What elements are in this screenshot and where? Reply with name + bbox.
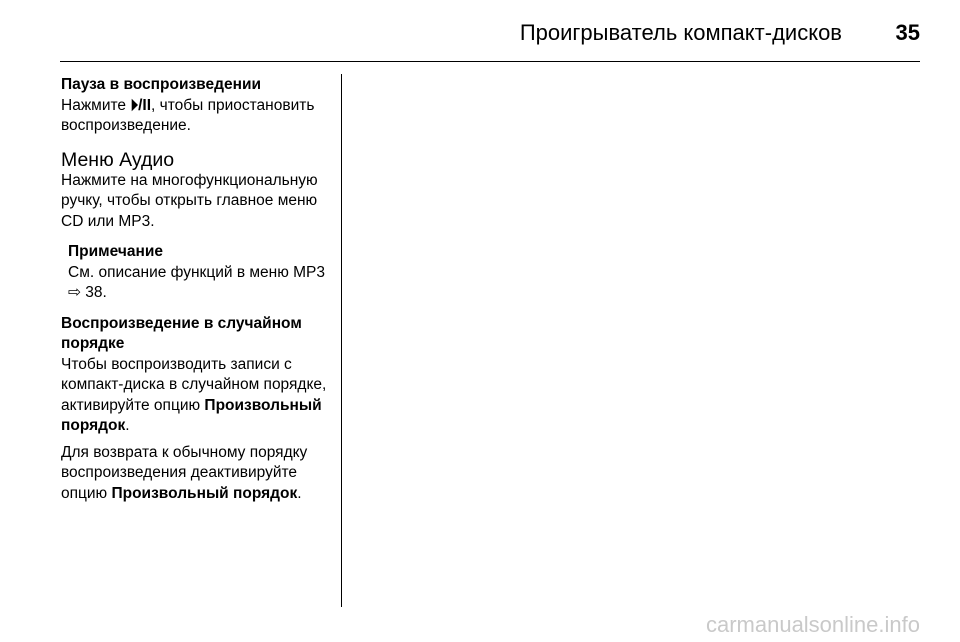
play-pause-button-icon: ⏵/II xyxy=(130,96,152,114)
shuffle-para-1-end: . xyxy=(125,417,130,434)
audio-menu-heading: Меню Аудио xyxy=(61,148,175,171)
page-header xyxy=(0,0,960,62)
header-divider xyxy=(60,61,920,62)
pause-text-before: Нажмите xyxy=(61,96,131,114)
note-text-body: См. описание функций в меню MP3 xyxy=(68,263,325,281)
shuffle-section xyxy=(61,314,333,505)
shuffle-para-2-end: . xyxy=(297,484,302,502)
shuffle-heading: Воспроизведение в случайном порядке xyxy=(61,314,302,352)
pause-heading: Пауза в воспроизведении xyxy=(61,76,262,93)
audio-menu-section xyxy=(61,149,333,233)
pause-section xyxy=(61,75,333,137)
shuffle-option-label-2: Произвольный порядок xyxy=(111,484,298,502)
shuffle-option-label-1: Произвольный порядок xyxy=(61,396,322,434)
audio-menu-text: Нажмите на многофункциональную ручку, чтобы открыть главное меню CD или MP3. xyxy=(61,171,318,230)
watermark: carmanualsonline.info xyxy=(705,612,920,637)
note-title: Примечание xyxy=(68,243,163,260)
page-ref-arrow-icon: ⇨ xyxy=(68,284,81,301)
note-page-ref: 38. xyxy=(81,284,107,301)
page-title: Проигрыватель компакт-дисков xyxy=(519,20,842,45)
shuffle-para-1-text: Чтобы воспроизводить записи с компакт-диска в случайном порядке, активируйте опцию xyxy=(61,355,327,414)
note-box xyxy=(61,242,333,304)
pause-text-after: , чтобы приостановить воспроизведение. xyxy=(61,96,315,134)
pause-text xyxy=(61,96,333,137)
page-number: 35 xyxy=(895,20,920,45)
note-text xyxy=(68,263,333,304)
left-column xyxy=(61,75,333,504)
shuffle-para-1 xyxy=(61,355,333,437)
column-divider xyxy=(341,74,342,607)
shuffle-para-2-text: Для возврата к обычному порядку воспроизведения деактивируйте опцию xyxy=(61,443,308,502)
shuffle-para-2 xyxy=(61,443,333,505)
